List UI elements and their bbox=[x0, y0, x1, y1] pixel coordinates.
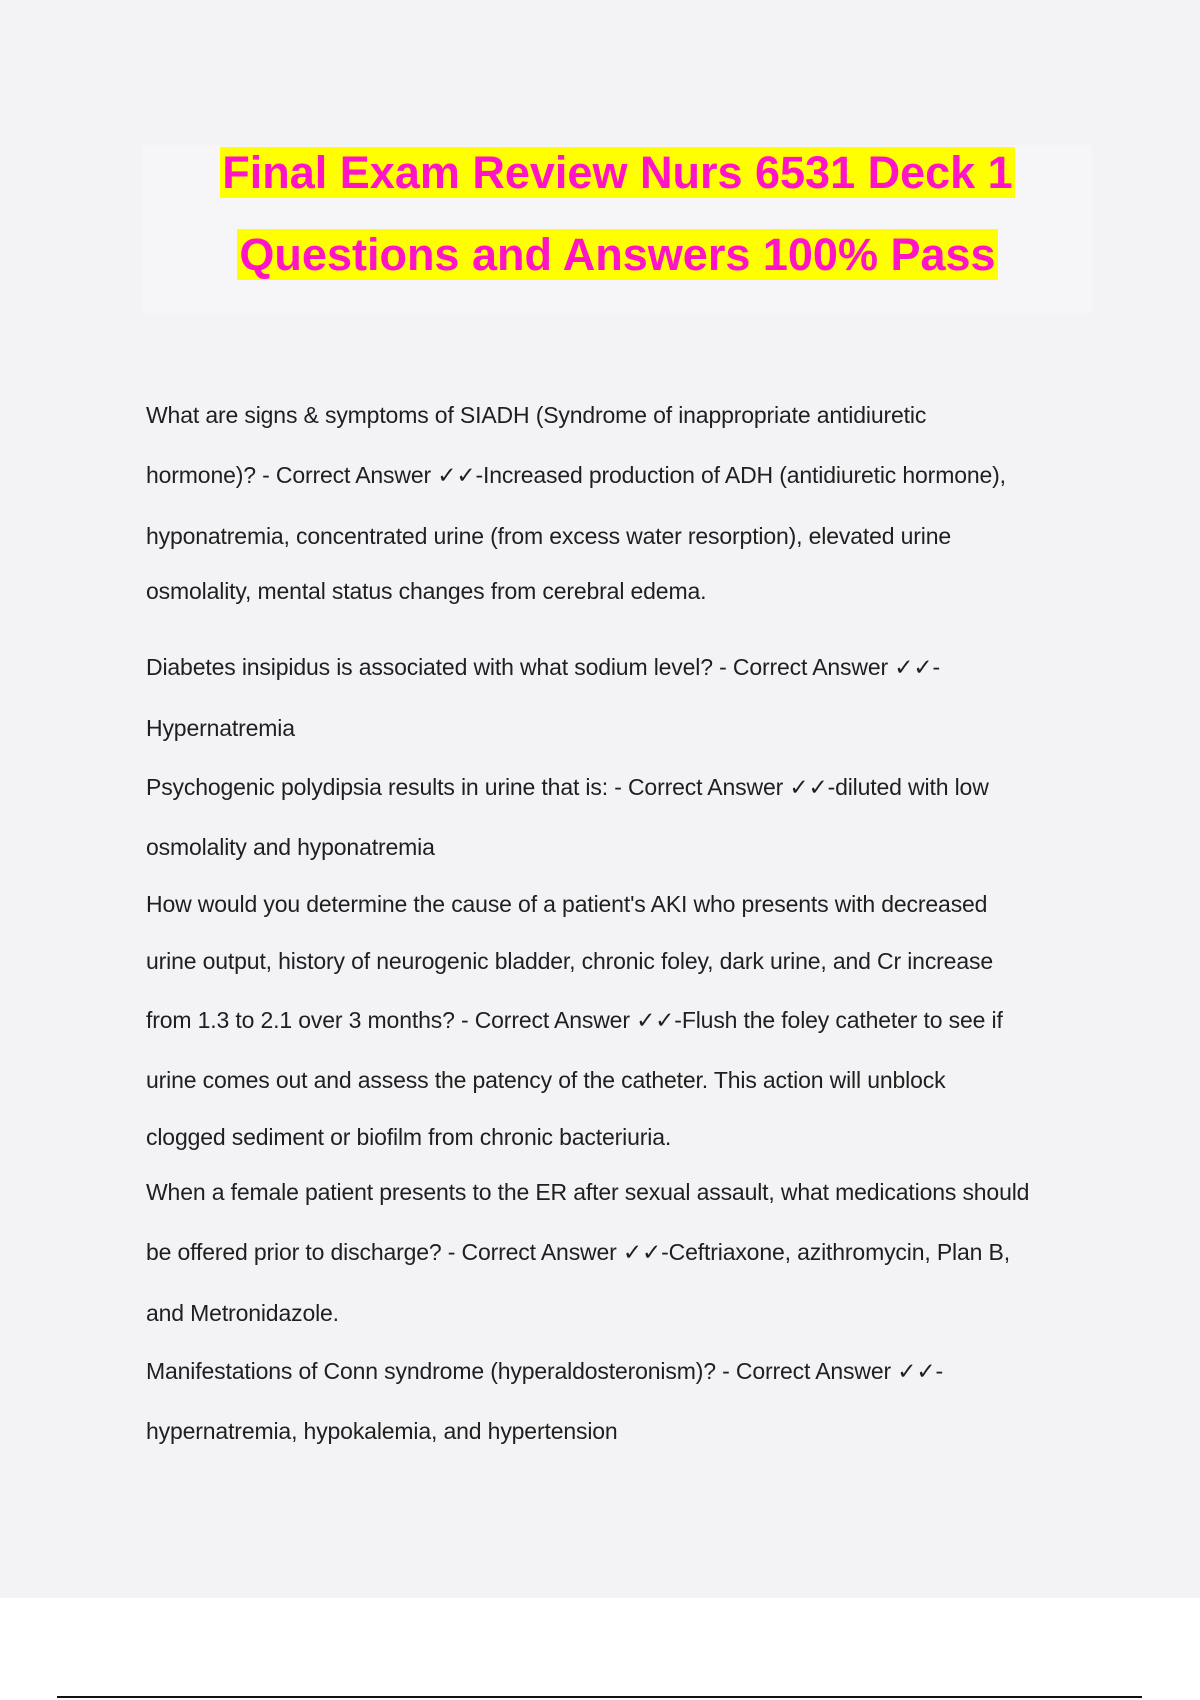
qa-line: clogged sediment or biofilm from chronic bacteriuria. bbox=[146, 1124, 672, 1150]
qa-line: How would you determine the cause of a patient's AKI who presents with decreased bbox=[146, 891, 988, 917]
qa-line: urine output, history of neurogenic bladder, chronic foley, dark urine, and Cr increase bbox=[146, 948, 993, 974]
qa-line: When a female patient presents to the ER after sexual assault, what medications should bbox=[146, 1179, 1030, 1205]
qa-line: from 1.3 to 2.1 over 3 months? - Correct Answer ✓✓-Flush the foley catheter to see if bbox=[146, 1007, 1003, 1033]
title-line-2-text: Questions and Answers 100% Pass bbox=[239, 229, 996, 280]
qa-line: hormone)? - Correct Answer ✓✓-Increased production of ADH (antidiuretic hormone), bbox=[146, 462, 1006, 488]
qa-line: hyponatremia, concentrated urine (from excess water resorption), elevated urine bbox=[146, 523, 952, 549]
qa-line: Psychogenic polydipsia results in urine that is: - Correct Answer ✓✓-diluted with low bbox=[146, 774, 989, 800]
title-block bbox=[143, 145, 1092, 313]
title-line-2 bbox=[143, 227, 1092, 283]
title-line-1 bbox=[143, 145, 1092, 201]
footer-divider bbox=[57, 1696, 1142, 1698]
qa-line: osmolality, mental status changes from cerebral edema. bbox=[146, 578, 707, 604]
qa-line: and Metronidazole. bbox=[146, 1300, 339, 1326]
qa-line: What are signs & symptoms of SIADH (Syndrome of inappropriate antidiuretic bbox=[146, 402, 927, 428]
qa-line: be offered prior to discharge? - Correct Answer ✓✓-Ceftriaxone, azithromycin, Plan B, bbox=[146, 1239, 1010, 1265]
qa-line: hypernatremia, hypokalemia, and hypertension bbox=[146, 1418, 618, 1444]
qa-line: Diabetes insipidus is associated with what sodium level? - Correct Answer ✓✓- bbox=[146, 654, 940, 680]
qa-line: Manifestations of Conn syndrome (hyperaldosteronism)? - Correct Answer ✓✓- bbox=[146, 1358, 943, 1384]
qa-line: osmolality and hyponatremia bbox=[146, 834, 435, 860]
title-line-1-text: Final Exam Review Nurs 6531 Deck 1 bbox=[222, 147, 1013, 198]
qa-line: urine comes out and assess the patency of the catheter. This action will unblock bbox=[146, 1067, 946, 1093]
qa-line: Hypernatremia bbox=[146, 715, 295, 741]
